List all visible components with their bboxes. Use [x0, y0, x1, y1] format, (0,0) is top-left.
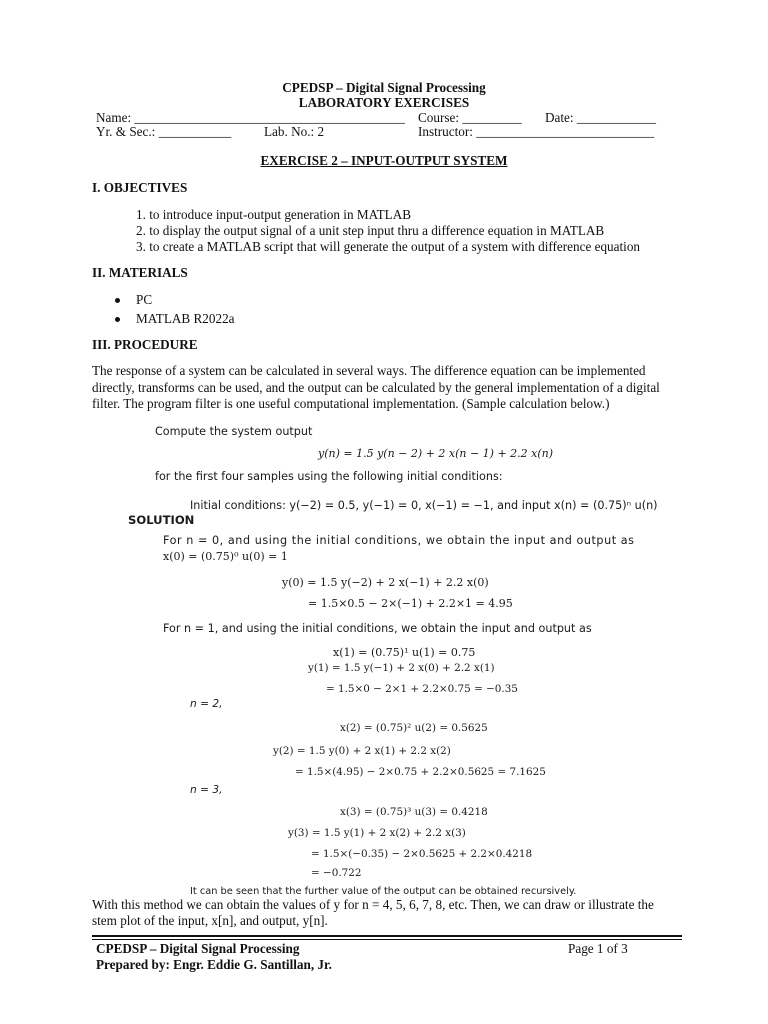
n1-text: For n = 1, and using the initial conditions, we obtain the input and output as	[163, 622, 592, 635]
objective-item-3: 3. to create a MATLAB script that will generate the output of a system with difference equation	[136, 239, 641, 254]
name-field: Name: _________________________________________	[96, 110, 405, 125]
doc-subtitle: LABORATORY EXERCISES	[298, 95, 470, 110]
y1-line-2: = 1.5×0 − 2×1 + 2.2×0.75 = −0.35	[326, 683, 518, 695]
y3-line-1: y(3) = 1.5 y(1) + 2 x(2) + 2.2 x(3)	[288, 827, 466, 839]
initial-conditions: Initial conditions: y(−2) = 0.5, y(−1) = 0, x(−1) = −1, and input x(n) = (0.75)ⁿ u(n)	[190, 499, 658, 512]
closing-paragraph: With this method we can obtain the values of y for n = 4, 5, 6, 7, 8, etc. Then, we can draw or illustrate the stem plot of the input, x[n], and output, y[n].	[92, 897, 654, 928]
y3-line-2: = 1.5×(−0.35) − 2×0.5625 + 2.2×0.4218	[311, 848, 533, 860]
date-field: Date: ____________	[545, 110, 656, 125]
footer-course: CPEDSP – Digital Signal Processing	[96, 941, 300, 956]
sample-intro: Compute the system output	[155, 425, 313, 438]
x0-line: x(0) = (0.75)⁰ u(0) = 1	[163, 550, 288, 563]
objectives-heading: I. OBJECTIVES	[92, 180, 188, 195]
y2-line-2: = 1.5×(4.95) − 2×0.75 + 2.2×0.5625 = 7.1625	[295, 766, 546, 778]
objective-item-2: 2. to display the output signal of a unit step input thru a difference equation in MATLAB	[136, 223, 605, 238]
doc-title: CPEDSP – Digital Signal Processing	[282, 80, 486, 95]
bullet-icon	[115, 317, 120, 322]
x2-line: x(2) = (0.75)² u(2) = 0.5625	[340, 722, 488, 734]
bullet-icon	[115, 298, 120, 303]
footer-divider-thin	[92, 939, 682, 940]
y1-line-1: y(1) = 1.5 y(−1) + 2 x(0) + 2.2 x(1)	[308, 662, 495, 674]
y0-line-2: = 1.5×0.5 − 2×(−1) + 2.2×1 = 4.95	[308, 597, 513, 610]
n2-label: n = 2,	[190, 698, 223, 710]
yr-sec-field: Yr. & Sec.: ___________	[96, 124, 232, 139]
difference-equation: y(n) = 1.5 y(n − 2) + 2 x(n − 1) + 2.2 x(n)	[318, 447, 554, 460]
procedure-heading: III. PROCEDURE	[92, 337, 198, 352]
n0-text: For n = 0, and using the initial conditions, we obtain the input and output as	[163, 534, 635, 547]
instructor-field: Instructor: ___________________________	[418, 124, 655, 139]
procedure-paragraph: The response of a system can be calculated in several ways. The difference equation can be implemented directly, transforms can be used, and the output can be calculated by the general implementation of a digital filter. The program filter is one useful computational implementation. (Sample calculation below.)	[92, 363, 660, 412]
x1-line: x(1) = (0.75)¹ u(1) = 0.75	[333, 646, 476, 659]
y0-line-1: y(0) = 1.5 y(−2) + 2 x(−1) + 2.2 x(0)	[282, 576, 489, 589]
exercise-title: EXERCISE 2 – INPUT-OUTPUT SYSTEM	[260, 153, 508, 168]
course-field: Course: _________	[418, 110, 522, 125]
y2-line-1: y(2) = 1.5 y(0) + 2 x(1) + 2.2 x(2)	[273, 745, 451, 757]
lab-no-field: Lab. No.: 2	[264, 124, 325, 139]
objective-item-1: 1. to introduce input-output generation in MATLAB	[136, 207, 412, 222]
material-item-pc: PC	[136, 292, 153, 307]
material-item-matlab: MATLAB R2022a	[136, 311, 235, 326]
sample-for-first: for the first four samples using the following initial conditions:	[155, 470, 503, 483]
footer-divider-thick	[92, 935, 682, 937]
materials-heading: II. MATERIALS	[92, 265, 188, 280]
recursive-note: It can be seen that the further value of the output can be obtained recursively.	[190, 886, 577, 897]
footer-prepared-by: Prepared by: Engr. Eddie G. Santillan, Jr.	[96, 957, 332, 972]
n3-label: n = 3,	[190, 784, 223, 796]
y3-line-3: = −0.722	[311, 867, 362, 879]
x3-line: x(3) = (0.75)³ u(3) = 0.4218	[340, 806, 488, 818]
footer-page-number: Page 1 of 3	[568, 941, 628, 956]
solution-label: SOLUTION	[128, 513, 195, 527]
